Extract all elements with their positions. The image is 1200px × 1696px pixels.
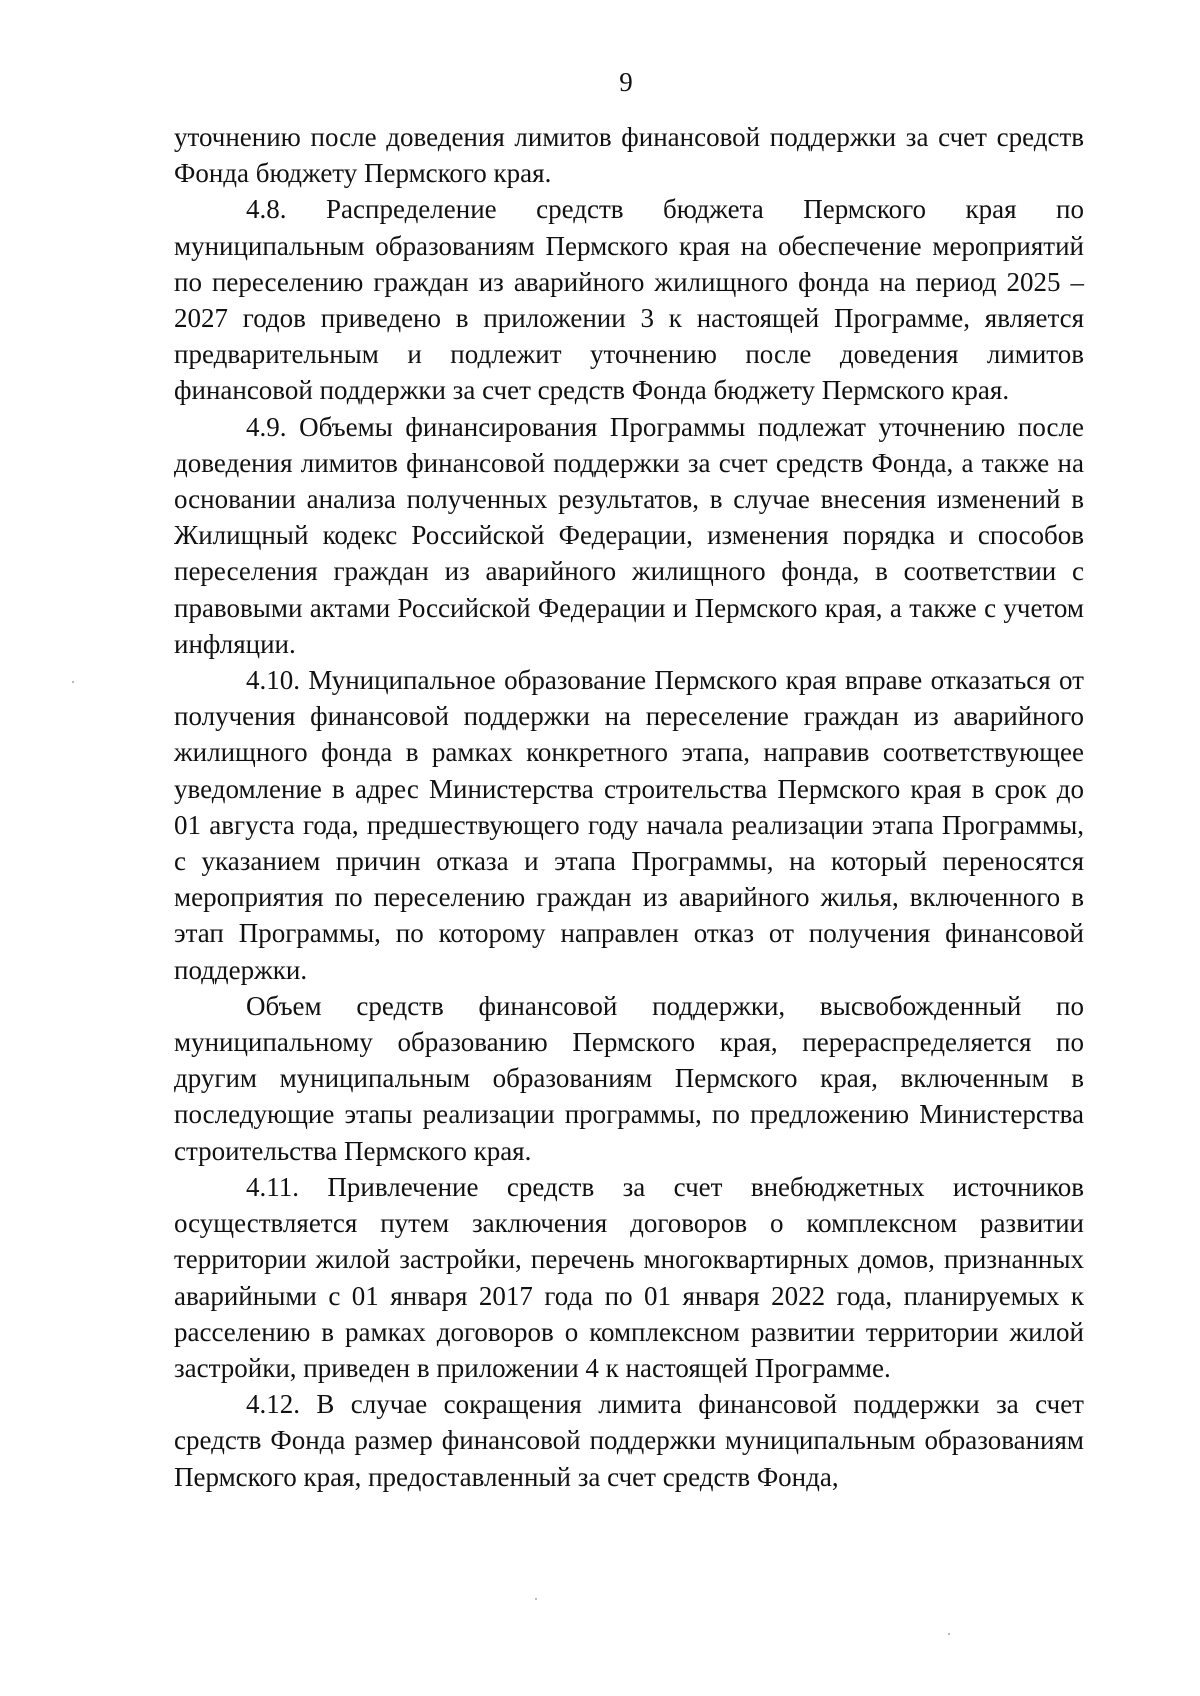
scan-speck [535,1598,537,1600]
paragraph-4-12: 4.12. В случае сокращения лимита финансовой поддержки за счет средств Фонда размер финансовой поддержки муниципальным образованиям Пермского края, предоставленный за счет средств Фонда, [174,1389,1084,1492]
paragraph-4-10-volume: Объем средств финансовой поддержки, высвобожденный по муниципальному образованию Пермского края, перераспределяется по другим муниципальным образованиям Пермского края, включенным в последующие этапы реализации программы, по предложению Министерства строительства Пермского края. [174,990,1084,1166]
paragraph-4-11: 4.11. Привлечение средств за счет внебюджетных источников осуществляется путем заключения договоров о комплексном развитии территории жилой застройки, перечень многоквартирных домов, признанных аварийными с 01 января 2017 года по 01 января 2022 года, планируемых к расселению в рамках договоров о комплексном развитии территории жилой застройки, приведен в приложении 4 к настоящей Программе. [174,1171,1084,1383]
document-body [174,119,1084,1495]
scan-speck [948,1633,950,1635]
paragraph-4-8: 4.8. Распределение средств бюджета Пермского края по муниципальным образованиям Пермского края на обеспечение мероприятий по переселению граждан из аварийного жилищного фонда на период 2025 – 2027 годов приведено в приложении 3 к настоящей Программе, является предварительным и подлежит уточнению после доведения лимитов финансовой поддержки за счет средств Фонда бюджету Пермского края. [174,194,1084,406]
page-number: 9 [619,67,633,97]
scan-speck [72,681,74,683]
paragraph-4-10: 4.10. Муниципальное образование Пермского края вправе отказаться от получения финансовой поддержки на переселение граждан из аварийного жилищного фонда в рамках конкретного этапа, направив соответствующее уведомление в адрес Министерства строительства Пермского края в срок до 01 августа года, предшествующего году начала реализации этапа Программы, с указанием причин отказа и этапа Программы, на который переносятся мероприятия по переселению граждан из аварийного жилья, включенного в этап Программы, по которому направлен отказ от получения финансовой поддержки. [174,665,1084,985]
paragraph-continuation: уточнению после доведения лимитов финансовой поддержки за счет средств Фонда бюджету Пермского края. [174,122,1084,189]
paragraph-4-9: 4.9. Объемы финансирования Программы подлежат уточнению после доведения лимитов финансовой поддержки за счет средств Фонда, а также на основании анализа полученных результатов, в случае внесения изменений в Жилищный кодекс Российской Федерации, изменения порядка и способов переселения граждан из аварийного жилищного фонда, в соответствии с правовыми актами Российской Федерации и Пермского края, а также с учетом инфляции. [174,411,1084,659]
